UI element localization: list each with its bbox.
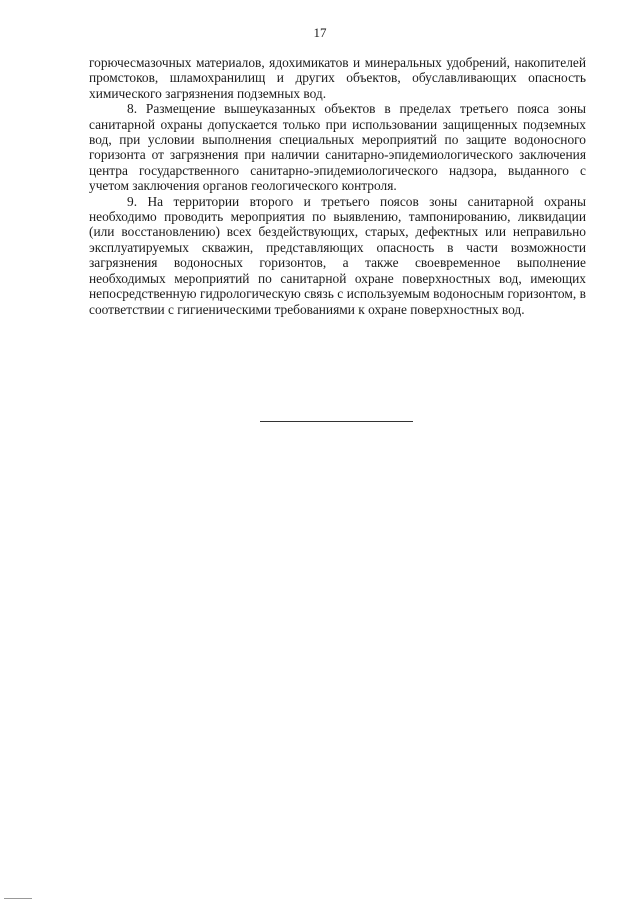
page-number: 17 bbox=[313, 25, 327, 40]
paragraph-item-8: 8. Размещение вышеуказанных объектов в пределах третьего пояса зоны санитарной охраны допускается только при использовании защищенных подземных вод, при условии выполнения специальных мероприятий по защите водоносного горизонта от загрязнения при наличии санитарно-эпидемиологического заключения центра государственного санитарно-эпидемиологического надзора, выданного с учетом заключения органов геологического контроля. bbox=[89, 101, 586, 194]
end-divider-line bbox=[260, 421, 413, 422]
paragraph-item-9: 9. На территории второго и третьего поясов зоны санитарной охраны необходимо проводить мероприятия по выявлению, тампонированию, ликвидации (или восстановлению) всех бездействующих, старых, дефектных или неправильно эксплуатируемых скважин, представляющих опасность в части возможности загрязнения водоносных горизонтов, а также своевременное выполнение необходимых мероприятий по санитарной охране поверхностных вод, имеющих непосредственную гидрологическую связь с используемым водоносным горизонтом, в соответствии с гигиеническими требованиями к охране поверхностных вод. bbox=[89, 193, 586, 317]
corner-scan-mark bbox=[4, 898, 32, 899]
document-body bbox=[89, 55, 586, 317]
paragraph-continuation: горючесмазочных материалов, ядохимикатов и минеральных удобрений, накопителей промстоков, шламохранилищ и других объектов, обуславливающих опасность химического загрязнения подземных вод. bbox=[89, 55, 586, 101]
